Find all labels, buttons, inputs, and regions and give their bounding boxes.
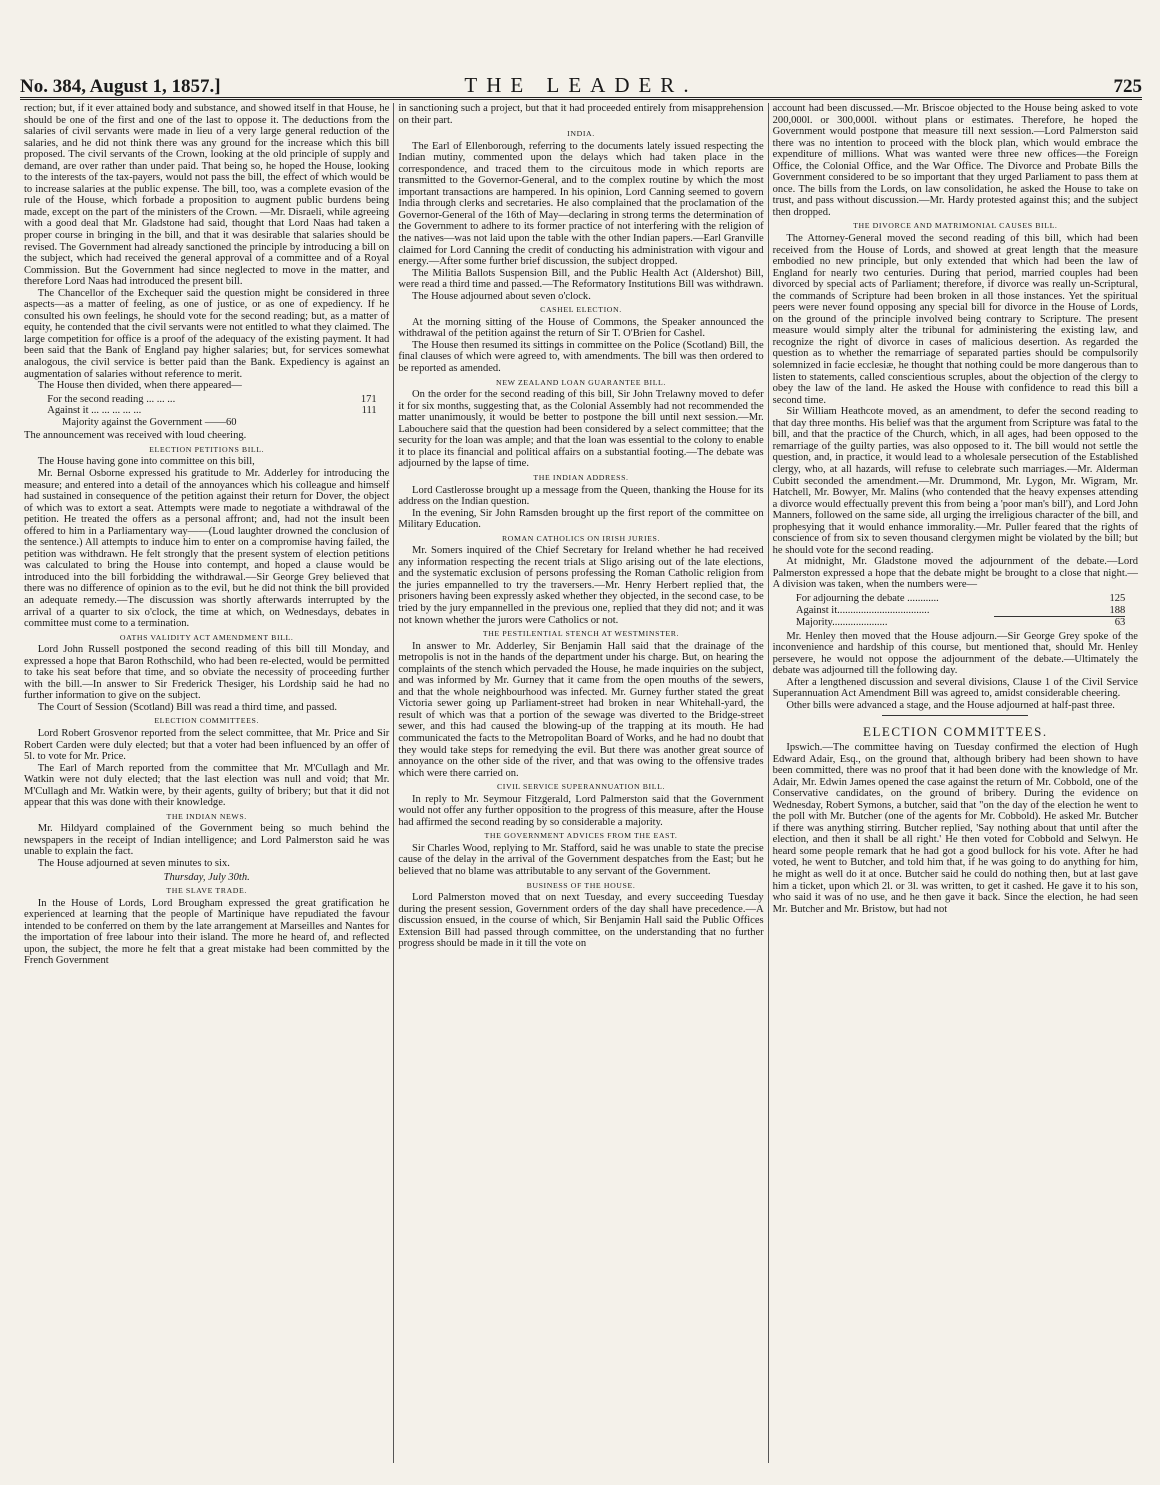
paragraph: The House adjourned about seven o'clock. <box>412 290 591 302</box>
paragraph: At the morning sitting of the House of Commons, the Speaker announced the withdrawal of the petition against the return of Sir T. O'Brien for Cashel. <box>398 316 764 340</box>
paragraph: The House adjourned at seven minutes to six. <box>37 858 230 869</box>
division-value: 171 <box>360 393 377 405</box>
paragraph: Lord Castlerosse brought up a message from the Queen, thanking the House for its address on the Indian question. <box>398 484 764 508</box>
division-row <box>24 405 389 417</box>
section-heading: ELECTION COMMITTEES. <box>154 716 259 726</box>
section-heading: NEW ZEALAND LOAN GUARANTEE BILL. <box>495 377 666 387</box>
division-table <box>24 394 389 429</box>
page-number: 725 <box>1113 76 1142 97</box>
issue-number: No. 384, August 1, 1857.] <box>20 76 221 97</box>
section-heading: OATHS VALIDITY ACT AMENDMENT BILL. <box>119 632 294 642</box>
newspaper-title: THE LEADER. <box>464 73 698 97</box>
section-heading: ELECTION PETITIONS BILL. <box>149 444 265 454</box>
paragraph: On the order for the second reading of this bill, Sir John Trelawny moved to defer it for six months, suggesting that, as the Colonial Assembly had not recommended the matter unanimously, it would be better to postpone the bill until next session.—Mr. Labouchere said that the question had been considered by a select committee; that the security for the loan was ample; and that the loan was essential to the colony to enable it to place its financial and political affairs on a substantial footing.—The debate was adjourned by the lapse of time. <box>398 389 764 470</box>
division-value: 111 <box>361 405 377 417</box>
paragraph: Mr. Hildyard complained of the Government being so much behind the newspapers in the receipt of Indian intelligence; and Lord Palmerston said he was unable to explain the fact. <box>24 823 390 858</box>
sitting-date: Thursday, July 30th. <box>163 871 250 883</box>
paragraph: in sanctioning such a project, but that it had proceeded entirely from misapprehension on their part. <box>398 103 764 126</box>
paragraph: The announcement was received with loud cheering. <box>24 430 247 442</box>
paragraph: The House then resumed its sittings in committee on the Police (Scotland) Bill, the final clauses of which were agreed to, with amendments. The bill was then ordered to be reported as amended. <box>398 339 764 375</box>
paragraph: Mr. Somers inquired of the Chief Secretary for Ireland whether he had received any information respecting the recent trials at Sligo arising out of the late elections, and the systematic exclusion of persons professing the Roman Catholic religion from the juries empannelled to try the traversers.—Mr. Henry Herbert replied that, the prisoners having been expressly asked whether they objected, in the second case, to be tried by the jury empannelled in the previous one, replied that they did not; and it was not known whether the jurors were Catholics or not. <box>398 545 764 626</box>
division-row <box>773 605 1138 617</box>
paragraph: In the House of Lords, Lord Brougham expressed the great gratification he experienced at learning that the people of Martinique have repudiated the favour intended to be conferred on them by the late arrangement at Marseilles and Nantes for the importation of free labour into their island. The more he heard of, and reflected upon, the subject, the more he felt that a great mistake had been committed by the French Government <box>24 897 390 967</box>
paragraph: In answer to Mr. Adderley, Sir Benjamin Hall said that the drainage of the metropolis is not in the hands of the department under his charge. But, on hearing the complaints of the stench which pervaded the House, he made inquiries on the subject, and was informed by Mr. Gurney that it came from the open mouths of the sewers, and that the whole neighbourhood was infected. Mr. Gurney further stated the great Victoria sewer going up Parliament-street had broken in near Whitehall-yard, the result of which was that a portion of the sewage was diverted to the Bridge-street sewer, and this had caused the blowing-up of the trapping at its mouth. He had communicated the facts to the Metropolitan Board of Works, and he had no doubt that they would take steps for remedying the evil. But there was another great source of annoyance on the other side of the river, and that was owing to the offensive trades which were there carried on. <box>398 640 764 779</box>
division-label: Majority..................... <box>795 617 888 629</box>
paragraph: The Court of Session (Scotland) Bill was read a third time, and passed. <box>37 701 338 713</box>
division-value: 125 <box>1109 592 1126 604</box>
section-heading: THE SLAVE TRADE. <box>166 886 247 896</box>
paragraph: In the evening, Sir John Ramsden brought up the first report of the committee on Military Education. <box>398 507 764 531</box>
section-heading: ROMAN CATHOLICS ON IRISH JURIES. <box>501 533 661 543</box>
division-label: Against it................................... <box>795 604 930 616</box>
section-heading: THE INDIAN ADDRESS. <box>533 472 629 482</box>
division-label: For adjourning the debate ............ <box>795 592 939 604</box>
column-3 <box>768 103 1142 1463</box>
section-heading: BUSINESS OF THE HOUSE. <box>526 880 636 890</box>
paragraph: Mr. Bernal Osborne expressed his gratitude to Mr. Adderley for introducing the measure; and entered into a detail of the annoyances which his colleague and himself had sustained in consequence of the petition against their return for Dover, the object of which was to extort a seat. Attempts were made to negotiate a withdrawal of the petition. He treated the offers as a personal affront; and, had not the insult been offered to him in a Parliamentary way——(Loud laughter drowned the conclusion of the sentence.) All attempts to induce him to enter on a compromise having failed, the petition was withdrawn. He felt strongly that the present system of election petitions was calculated to bring the House into contempt, and hoped a clause would be introduced into the bill forbidding the withdrawal.—Sir George Grey believed that there was no difference of opinion as to the evil, but he did not think the bill provided an adequate remedy.—The discussion was shortly afterwards interrupted by the arrival of a quarter to six o'clock, the time at which, on Wednesdays, debates in committee must come to a termination. <box>24 467 390 630</box>
paragraph: In reply to Mr. Seymour Fitzgerald, Lord Palmerston said that the Government would not offer any further opposition to the progress of this measure, after the House had affirmed the second reading by so considerable a majority. <box>398 793 764 828</box>
paragraph: Lord Robert Grosvenor reported from the select committee, that Mr. Price and Sir Robert Carden were duly elected; but that a voter had been influenced by an offer of 5l. to vote for Mr. Price. <box>24 727 390 763</box>
paragraph: The Attorney-General moved the second reading of this bill, which had been received from the House of Lords, and showed at great length that the measure embodied no new principle, but only extended that which had been the law of England for nearly two centuries. During that period, married couples had been divorced by special acts of Parliament; therefore, if divorce was really un-Scriptural, the commands of Scripture had been broken in all those instances. Yet the spiritual peers were never found opposing any special bill for divorce in the House of Lords, on the ground of the principle involved being contrary to Scripture. The present measure would simply alter the tribunal for administering the existing law, and recognize the right of divorce in cases of malicious desertion. As regarded the question as to whether the remarriage of separated parties should be compulsorily solemnized in facie ecclesiæ, he thought that nothing could be more dangerous than to listen to statements, called conscientious scruples, about the objection of the clergy to obey the law of the land. He asked the House with confidence to read this bill a second time. <box>772 233 1138 406</box>
division-row <box>773 617 1138 629</box>
paragraph: The Earl of March reported from the committee that Mr. M'Cullagh and Mr. Watkin were not duly elected; that the last election was null and void; that Mr. M'Cullagh and Mr. Watkin were, by their agents, guilty of bribery; but that it did not appear that this was done with their knowledge. <box>24 762 390 809</box>
section-heading: CIVIL SERVICE SUPERANNUATION BILL. <box>496 782 666 792</box>
paragraph: Ipswich.—The committee having on Tuesday confirmed the election of Hugh Edward Adair, Esq., on the ground that, although bribery had been shown to have been committed, there was no proof that it had been done with the knowledge of Mr. Adair, Mr. Edwin James opened the case against the return of Mr. Cobbold, one of the Conservative candidates, on the ground of bribery. During the evidence on Wednesday, Robert Symons, a butcher, said that "on the day of the election he went to the poll with Mr. Butcher (one of the agents for Mr. Cobbold). He asked Mr. Butcher if there was anything stirring. Butcher replied, 'Say nothing about that until after the election, and then it shall be all right.' He then voted for Cobbold and Selwyn. He heard some people remark that he had got a good bullock for his vote. After he had voted, he went to Butcher, and told him that, if he was going to do anything for him, he might as well do it at once. Butcher said he could do nothing then, but at last gave him a ticket, upon which 2l. or 3l. was written, to get it cashed. He gave it to his son, who said it was of no use, and he then gave it back. Since the election, he had seen Mr. Butcher and Mr. Bristow, but had not <box>772 741 1138 915</box>
section-heading: THE GOVERNMENT ADVICES FROM THE EAST. <box>484 831 678 841</box>
section-heading: CASHEL ELECTION. <box>540 305 622 315</box>
section-title: ELECTION COMMITTEES. <box>863 724 1048 740</box>
section-heading: THE PESTILENTIAL STENCH AT WESTMINSTER. <box>482 629 680 639</box>
paragraph: Lord Palmerston moved that on next Tuesday, and every succeeding Tuesday during the present session, Government orders of the day shall have precedence.—A discussion ensued, in the course of which, Sir Benjamin Hall said the Public Offices Extension Bill had passed through committee, on the understanding that no further progress should be made in it till the vote on <box>398 892 764 950</box>
division-row <box>24 417 389 429</box>
division-label: For the second reading ... ... ... <box>47 393 176 405</box>
section-heading: THE DIVORCE AND MATRIMONIAL CAUSES BILL. <box>853 221 1058 231</box>
paragraph: The House having gone into committee on this bill, <box>37 456 255 468</box>
paragraph: Sir Charles Wood, replying to Mr. Stafford, said he was unable to state the precise cause of the delay in the arrival of the Government despatches from the East; but he believed that no blame was attributable to any servant of the Government. <box>398 842 764 877</box>
masthead <box>20 74 1142 98</box>
section-divider <box>882 715 1028 716</box>
division-value: 188 <box>1109 604 1126 616</box>
paragraph: Lord John Russell postponed the second reading of this bill till Monday, and expressed a hope that Baron Rothschild, who had been re-elected, would be permitted to take his seat before that time, and so obviate the necessity of proceeding further with the bill.—In answer to Sir Frederick Thesiger, his Lordship said he had no further information to give on the subject. <box>24 644 390 702</box>
paragraph: The Earl of Ellenborough, referring to the documents lately issued respecting the Indian mutiny, commented upon the delays which had taken place in the correspondence, and traced them to the circuitous mode in which reports are transmitted to the Governor-General, and to the complex routine by which the most important transactions are hampered. In his opinion, Lord Canning seemed to govern India through clerks and secretaries. He also complained that the proclamation of the Governor-General of the 16th of May—declaring in strong terms the determination of the Government to adhere to its former practice of not interfering with the religion of the natives—was not laid upon the table with the other Indian papers.—Earl Granville claimed for Lord Canning the credit of conducting his administration with vigour and energy.—After some further brief discussion, the subject dropped. <box>398 140 764 268</box>
article-columns <box>20 103 1142 1463</box>
division-value: 63 <box>1114 617 1126 629</box>
column-1 <box>20 103 393 1463</box>
paragraph: The Militia Ballots Suspension Bill, and the Public Health Act (Aldershot) Bill, were read a third time and passed.—The Reformatory Institutions Bill was withdrawn. <box>398 267 764 291</box>
division-majority: Majority against the Government ——60 <box>61 416 237 428</box>
paragraph: Sir William Heathcote moved, as an amendment, to defer the second reading to that day three months. His belief was that the argument from Scripture was fatal to the bill, and that the practice of the Church, which, in all ages, had been opposed to the remarriage of the guilty parties, was also opposed to it. The bill would not settle the question, and, in practice, it would lead to a wholesale persecution of the Established clergy, who, at all hazards, will refuse to celebrate such marriages.—Mr. Alderman Cubitt seconded the amendment.—Mr. Drummond, Mr. Lygon, Mr. Wigram, Mr. Hatchell, Mr. Bowyer, Mr. Malins (who contended that the heavy expenses attending a divorce would effectually prevent this from being a 'poor man's bill'), and Lord John Manners, followed on the same side, all urging the irreligious character of the bill, and prophesying that it would enhance immorality.—Mr. Puller feared that the rights of conscience of from six to seven thousand clergymen might be violated by the bill; but he should vote for the second reading. <box>772 406 1138 556</box>
paragraph: account had been discussed.—Mr. Briscoe objected to the House being asked to vote 200,000l. or 300,000l. without plans or estimates. Therefore, he hoped the Government would postpone that measure till next session.—Lord Palmerston said there was no intention to proceed with the block plan, which would embrace the expenditure of millions. What was wanted were three new offices—the Foreign Office, the Colonial Office, and the War Office. The Divorce and Probate Bills the Government considered to be so important that they urged Parliament to pass them at once. The bills from the Lords, on law consolidation, he asked the House to take on trust, and pass without discussion.—Mr. Hardy protested against this; and the subject then dropped. <box>772 103 1138 218</box>
paragraph: The Chancellor of the Exchequer said the question might be considered in three aspects—as a matter of feeling, as one of justice, or as one of expediency. If he consulted his own feelings, he should vote for the second reading; but, as a matter of equity, he contended that the civil servants were not entitled to what they claimed. The large competition for office is a proof of the adequacy of the existing payment. It had been said that the Bank of England pay higher salaries; but, for services somewhat analogous, the civil service is better paid than the Bank. Expediency is against an augmentation of salaries without reference to merit. <box>24 287 390 380</box>
paragraph: rection; but, if it ever attained body and substance, and showed itself in that House, he should be one of the first and one of the last to oppose it. The deductions from the salaries of civil servants were made in lieu of a very large general reduction of the salaries, and he did not think there was any ground for the increase which this bill proposed. The civil servants of the Crown, looking at the old principle of supply and demand, are over rather than under paid. That being so, he hoped the House, looking to the interests of the tax-payers, would not pass the bill, the effect of which would be to increase salaries at the public expense. The bill, too, was a complete evasion of the rule of the House, which forbade a proposition to augment public burdens being made, except on the part of the ministers of the Crown. —Mr. Disraeli, while agreeing with a good deal that Mr. Gladstone had said, thought that Lord Naas had taken a proper course in bringing in the bill, and that it was desirable that salaries should be revised. The Government had already sanctioned the principle by introducing a bill on the subject, which had received the general approval of a committee and of a Royal Commission. But the Government had since neglected to move in the matter, and therefore Lord Naas had introduced the present bill. <box>24 103 390 288</box>
division-label: Against it ... ... ... ... ... <box>47 405 142 417</box>
division-row <box>24 394 389 406</box>
paragraph: After a lengthened discussion and several divisions, Clause 1 of the Civil Service Superannuation Act Amendment Bill was agreed to, amidst considerable cheering. <box>772 676 1138 700</box>
section-heading: INDIA. <box>567 129 595 139</box>
paragraph: Other bills were advanced a stage, and the House adjourned at half-past three. <box>786 699 1115 711</box>
column-2 <box>393 103 767 1463</box>
masthead-rule <box>20 97 1142 100</box>
division-row <box>773 593 1138 605</box>
division-table <box>773 593 1138 629</box>
paragraph: At midnight, Mr. Gladstone moved the adjournment of the debate.—Lord Palmerston expressed a hope that the debate might be brought to a close that night.—A division was taken, when the numbers were— <box>772 556 1138 591</box>
paragraph: Mr. Henley then moved that the House adjourn.—Sir George Grey spoke of the inconvenience and hardship of this course, but mentioned that, should Mr. Henley persevere, he would not oppose the adjournment of the debate.—Ultimately the debate was adjourned till the following day. <box>772 630 1138 677</box>
paragraph: The House then divided, when there appeared— <box>37 380 242 392</box>
section-heading: THE INDIAN NEWS. <box>166 811 247 821</box>
